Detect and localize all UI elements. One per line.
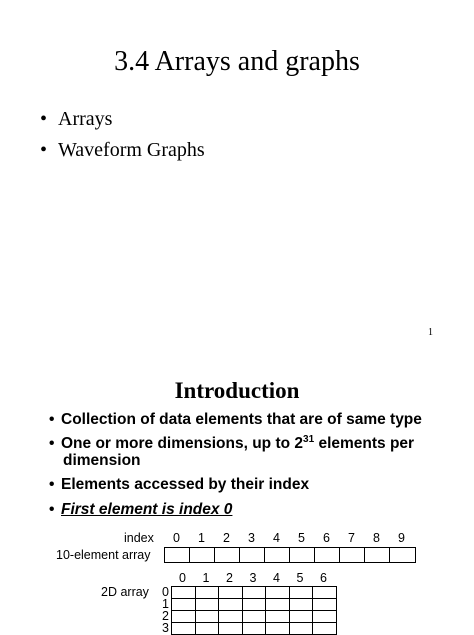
- bullet-text: One or more dimensions, up to 2: [61, 435, 304, 452]
- array2d-cell: [172, 611, 196, 623]
- array2d-label: 2D array: [101, 585, 149, 599]
- bullet-arrays: [40, 108, 112, 131]
- array1d-cell: [390, 548, 415, 562]
- array2d-cell: [219, 611, 243, 623]
- array2d-cell: [219, 599, 243, 611]
- array2d-cell: [290, 611, 314, 623]
- array2d-col-index-3: 3: [249, 571, 257, 585]
- array2d-cell: [219, 623, 243, 635]
- array2d-col-index-0: 0: [179, 571, 186, 585]
- bullet-dot: •: [40, 139, 48, 161]
- array1d-cell: [190, 548, 215, 562]
- bullet-text: Waveform Graphs: [58, 139, 205, 161]
- array2d-row-index-2: 2: [162, 609, 169, 623]
- array1d-cell: [265, 548, 290, 562]
- bullet-dot: •: [40, 108, 48, 130]
- array2d-cell: [196, 623, 220, 635]
- array2d-row: [172, 599, 337, 611]
- array2d-cell: [313, 611, 337, 623]
- bullet-superscript: 31: [303, 433, 315, 445]
- array1d-cell: [290, 548, 315, 562]
- page-number: 1: [428, 327, 433, 338]
- array2d-cell: [290, 587, 314, 599]
- array2d-row: [172, 611, 337, 623]
- array1d-cell: [240, 548, 265, 562]
- array1d-index-4: 4: [273, 531, 280, 545]
- bullet-dot: •: [49, 411, 55, 428]
- slide-introduction: [0, 360, 474, 635]
- bullet-continuation: dimension: [63, 452, 141, 469]
- bullet-dot: •: [49, 476, 55, 493]
- array1d-index-9: 9: [398, 531, 405, 545]
- bullet-dimensions: [49, 435, 449, 469]
- array2d-cell: [313, 623, 337, 635]
- array2d: [171, 586, 337, 635]
- array2d-cell: [172, 599, 196, 611]
- array2d-row-index-3: 3: [162, 621, 169, 635]
- index-label: index: [124, 531, 154, 545]
- array1d-cell: [365, 548, 390, 562]
- bullet-text: First element is index 0: [61, 501, 233, 518]
- array1d-index-3: 3: [248, 531, 255, 545]
- array2d-cell: [219, 587, 243, 599]
- array1d-index-2: 2: [223, 531, 230, 545]
- array2d-col-index-5: 5: [296, 571, 304, 585]
- array2d-cell: [243, 587, 267, 599]
- array2d-col-index-1: 1: [202, 571, 210, 585]
- array2d-row-index-1: 1: [162, 597, 169, 611]
- array1d-index-6: 6: [323, 531, 330, 545]
- array2d-cell: [243, 611, 267, 623]
- array1d: [164, 547, 416, 563]
- array2d-cell: [266, 623, 290, 635]
- array2d-cell: [172, 623, 196, 635]
- array2d-cell: [243, 599, 267, 611]
- array2d-cell: [196, 587, 220, 599]
- array2d-row: [172, 623, 337, 635]
- slide-title: Introduction: [174, 378, 300, 403]
- array2d-col-index-6: 6: [320, 571, 327, 585]
- array2d-cell: [196, 599, 220, 611]
- array2d-cell: [266, 599, 290, 611]
- array2d-cell: [266, 611, 290, 623]
- array2d-cell: [196, 611, 220, 623]
- bullet-first-element: [49, 501, 449, 518]
- array1d-index-1: 1: [198, 531, 205, 545]
- array1d-cell: [165, 548, 190, 562]
- array1d-cell: [340, 548, 365, 562]
- array2d-cell: [290, 599, 314, 611]
- array2d-cell: [290, 623, 314, 635]
- array2d-row: [172, 587, 337, 599]
- bullet-dot: •: [49, 501, 55, 518]
- bullet-text: Arrays: [58, 108, 113, 130]
- array2d-col-index-2: 2: [226, 571, 233, 585]
- bullet-text: Elements accessed by their index: [61, 476, 310, 493]
- bullet-dot: •: [49, 435, 55, 452]
- bullet-index-access: [49, 476, 449, 493]
- array1d-index-5: 5: [298, 531, 305, 545]
- array2d-cell: [243, 623, 267, 635]
- bullet-waveform-graphs: [40, 139, 205, 162]
- array2d-cell: [313, 587, 337, 599]
- slide-title: 3.4 Arrays and graphs: [114, 46, 360, 77]
- bullet-text: Collection of data elements that are of same type: [61, 411, 422, 428]
- bullet-collection: [49, 411, 449, 428]
- array1d-index-0: 0: [173, 531, 180, 545]
- array1d-cell: [315, 548, 340, 562]
- array2d-cell: [313, 599, 337, 611]
- array2d-col-index-4: 4: [273, 571, 280, 585]
- array2d-cell: [172, 587, 196, 599]
- array1d-index-8: 8: [373, 531, 380, 545]
- array1d-cell: [215, 548, 240, 562]
- array1d-index-7: 7: [348, 531, 355, 545]
- array2d-row-index-0: 0: [162, 585, 169, 599]
- array2d-cell: [266, 587, 290, 599]
- bullet-text-after: elements per: [314, 435, 415, 452]
- array1d-label: 10-element array: [56, 548, 151, 562]
